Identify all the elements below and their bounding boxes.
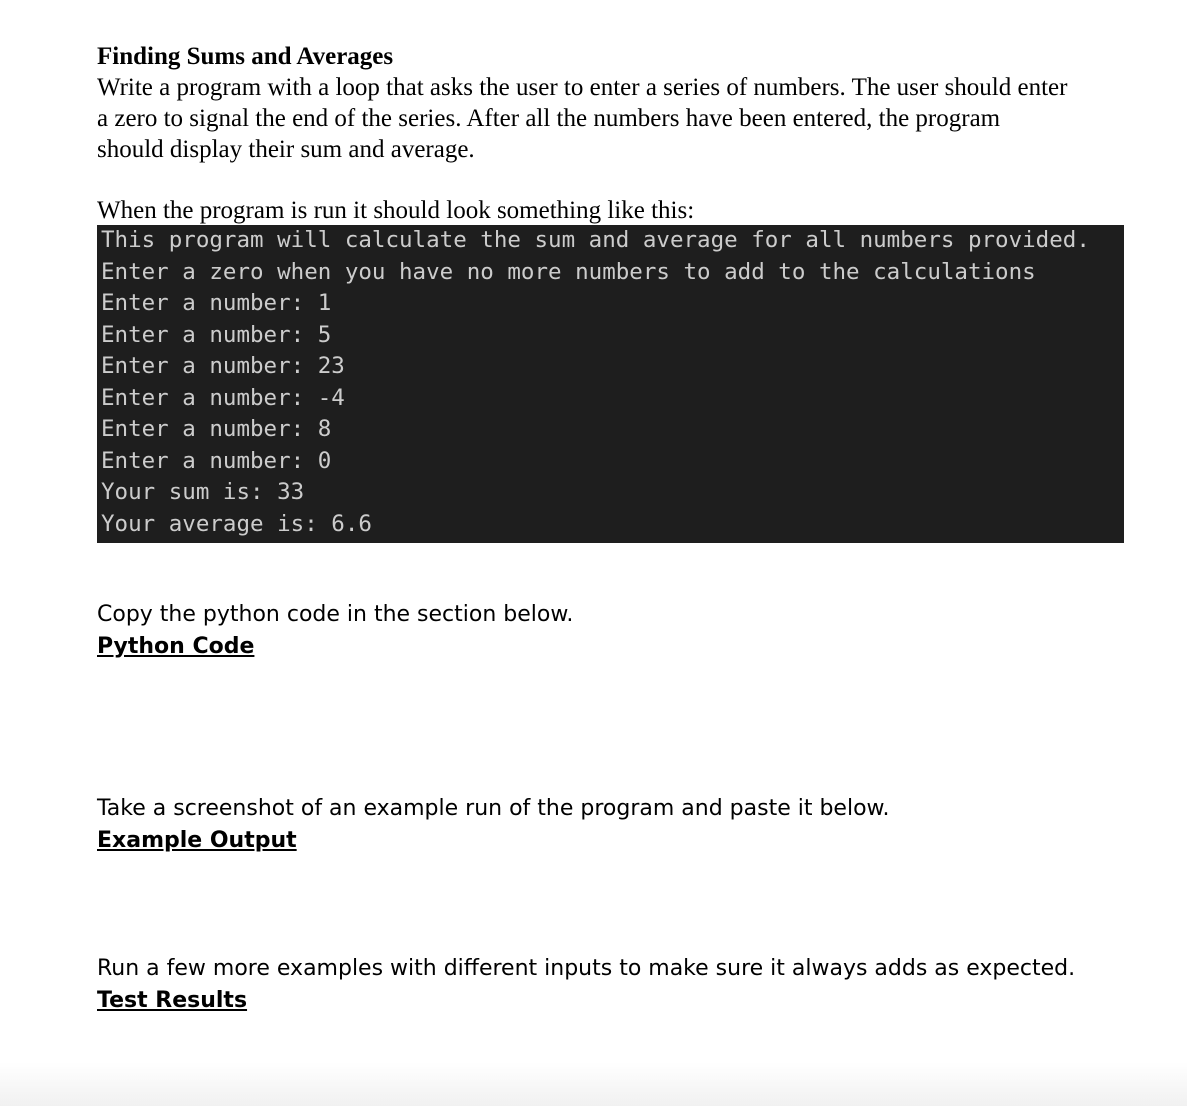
terminal-line: This program will calculate the sum and average for all numbers provided. <box>101 227 1090 253</box>
test-results-instruction: Run a few more examples with different inputs to make sure it always adds as expected. <box>97 956 1076 981</box>
example-output-heading: Example Output <box>97 828 297 853</box>
terminal-line: Enter a number: -4 <box>101 384 345 411</box>
terminal-line: Enter a number: 1 <box>101 290 332 316</box>
description-line-3: should display their sum and average. <box>97 136 475 163</box>
example-output-section <box>97 793 890 857</box>
terminal-line: Enter a number: 8 <box>101 416 332 442</box>
assignment-document <box>97 42 1137 543</box>
terminal-line: Enter a number: 5 <box>101 321 332 348</box>
description-line-2: a zero to signal the end of the series. After all the numbers have been entered, the program <box>97 105 1001 132</box>
terminal-line: Enter a number: 23 <box>101 353 345 379</box>
page-bottom-edge <box>0 1062 1187 1106</box>
python-code-section <box>97 599 573 663</box>
test-results-heading: Test Results <box>97 988 248 1013</box>
terminal-line: Your average is: 6.6 <box>101 510 372 537</box>
example-lead-text: When the program is run it should look something like this: <box>97 197 695 224</box>
python-code-heading: Python Code <box>97 634 255 659</box>
terminal-output <box>97 225 1124 543</box>
terminal-line: Your sum is: 33 <box>101 479 305 505</box>
example-output-instruction: Take a screenshot of an example run of the program and paste it below. <box>97 796 890 821</box>
terminal-line: Enter a number: 0 <box>101 447 332 474</box>
python-code-instruction: Copy the python code in the section below. <box>97 602 574 627</box>
document-title: Finding Sums and Averages <box>97 43 394 70</box>
description-line-1: Write a program with a loop that asks the user to enter a series of numbers. The user should enter <box>97 74 1068 101</box>
test-results-section <box>97 953 1075 1017</box>
terminal-line: Enter a zero when you have no more numbers to add to the calculations <box>101 258 1036 285</box>
